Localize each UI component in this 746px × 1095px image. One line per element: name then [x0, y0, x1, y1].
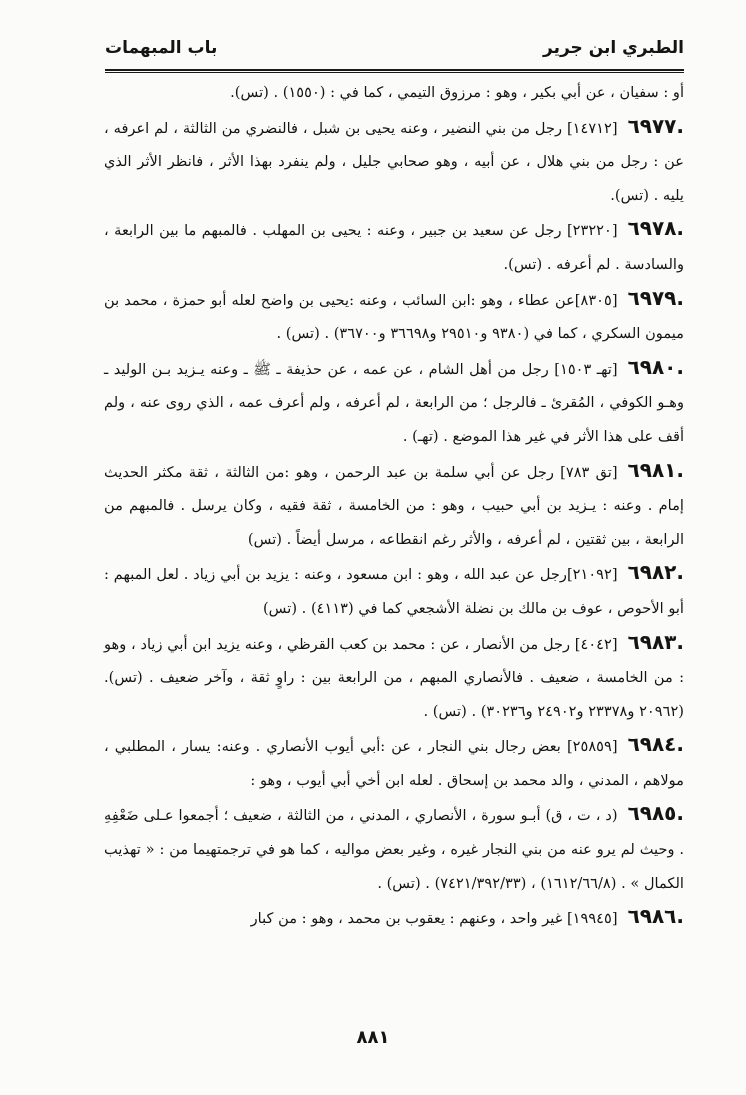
entry-6982 [104, 556, 684, 625]
header-rule-thin [105, 72, 684, 73]
entry-6983 [104, 626, 684, 729]
entry-text: [تق ٧٨٣] رجل عن أبي سلمة بن عبد الرحمن ، وهو :من الثالثة ، ثقة مكثر الحديث إمام . وعنه : يـزيد بن أبي حبيب ، وهو : من الخامسة ، ثقة فقيه ، وكان يرسل . فالمبهم من الرابعة ، بين ثقتين ، لم أعرفه ، والأثر رغم انقطاعه ، مرسل أيضاً . (تس) [104, 463, 684, 548]
entry-number: .٦٩٨٦ [627, 904, 684, 929]
entry-text: [٢١٠٩٢]رجل عن عبد الله ، وهو : ابن مسعود ، وعنه : يزيد بن أبي زياد . لعل المبهم : أبو الأحوص ، عوف بن مالك بن نضلة الأشجعي كما في (٤١١٣) . (تس) [104, 566, 684, 617]
entry-6984 [104, 728, 684, 797]
entry-6977 [104, 110, 684, 213]
entry-text: (د ، ت ، ق) أبـو سورة ، الأنصاري ، المدني ، من الثالثة ، ضعيف ؛ أجمعوا عـلى ضَعْفِهِ . وحيث لم يرو عنه من بني النجار غيره ، وغير بعض مواليه ، كما هو في ترجمتهيما من : « تهذيب الكمال » . (١٦١٢/٦٦/٨) ، (٧٤٢١/٣٩٢/٣٣) . (تس) . [104, 807, 684, 892]
entry-6978 [104, 212, 684, 281]
entry-number: .٦٩٧٨ [627, 216, 685, 241]
entry-number: .٦٩٨٠ [627, 354, 684, 379]
book-title: الطبري ابن جرير [543, 38, 684, 58]
entry-text: أو : سفيان ، عن أبي بكير ، وهو : مرزوق التيمي ، كما في : (١٥٥٠) . (تس). [230, 84, 684, 101]
header-rule [105, 69, 684, 71]
entry-continuation [104, 76, 684, 110]
entry-text: [١٩٩٤٥] غير واحد ، وعنهم : يعقوب بن محمد ، وهو : من كبار [250, 910, 618, 928]
entry-text: [٢٣٢٢٠] رجل عن سعيد بن جبير ، وعنه : يحيى بن المهلب . فالمبهم ما بين الرابعة ، والسادسة . لم أعرفه . (تس). [104, 222, 684, 273]
entry-number: .٦٩٨٣ [627, 629, 684, 654]
entry-text: [٤٠٤٢] رجل من الأنصار ، عن : محمد بن كعب القرظي ، وعنه يزيد ابن أبي زياد ، وهو : من الخامسة ، ضعيف . فالأنصاري المبهم ، من الرابعة بين : راوٍ ثقة ، وآخر ضعيف . (تس). (٢٠٩٦٢ و٢٣٣٧٨ و٢٤٩٠٢ و٣٠٢٣٦) . (تس) . [104, 635, 684, 720]
page-body [104, 76, 684, 936]
entry-6979 [104, 282, 684, 351]
entry-text: [٢٥٨٥٩] بعض رجال بني النجار ، عن :أبي أيوب الأنصاري . وعنه: يسار ، المطلبي ، مولاهم ، المدني ، والد محمد بن إسحاق . لعله ابن أخي أبي أيوب ، وهو : [104, 738, 684, 789]
entry-text: [تهـ ١٥٠٣] رجل من أهل الشام ، عن عمه ، عن حذيفة ـ ﷺ ـ وعنه يـزيد بـن الوليد ـ وهـو الكوفي ، المُقرئ ـ فالرجل ؛ من الرابعة ، لم أعرفه ، ولم أعرف عمه ، الذي روى عنه ، ولم أقف على هذا الأثر في غير هذا الموضع . (تهـ) . [104, 360, 684, 445]
entry-6986 [104, 900, 684, 936]
chapter-title: باب المبهمات [105, 38, 218, 58]
entry-number: .٦٩٧٧ [627, 113, 684, 138]
entry-number: .٦٩٨١ [627, 457, 684, 482]
entry-6985 [104, 797, 684, 900]
entry-number: .٦٩٧٩ [627, 285, 684, 310]
entry-text: [١٤٧١٢] رجل من بني النضير ، وعنه يحيى بن شبل ، فالنضري من الثالثة ، لم اعرفه ، عن : رجل من بني هلال ، عن أبيه ، وهو صحابي جليل ، ولم ينفرد بهذا الأثر ، فانظر الأثر الذي يليه . (تس). [104, 119, 684, 204]
page-header [105, 30, 684, 70]
entry-number: .٦٩٨٢ [627, 560, 684, 585]
page-number: ٨٨١ [356, 1027, 390, 1048]
entry-6980 [104, 351, 684, 454]
entry-text: [٨٣٠٥]عن عطاء ، وهو :ابن السائب ، وعنه :يحيى بن واضح لعله أبو حمزة ، محمد بن ميمون السكري ، كما في (٩٣٨٠ و٢٩٥١٠ و٣٦٦٩٨ و٣٦٧٠٠) . (تس) . [104, 291, 684, 343]
entry-number: .٦٩٨٥ [627, 801, 684, 826]
entry-number: .٦٩٨٤ [627, 732, 684, 757]
entry-6981 [104, 454, 684, 557]
